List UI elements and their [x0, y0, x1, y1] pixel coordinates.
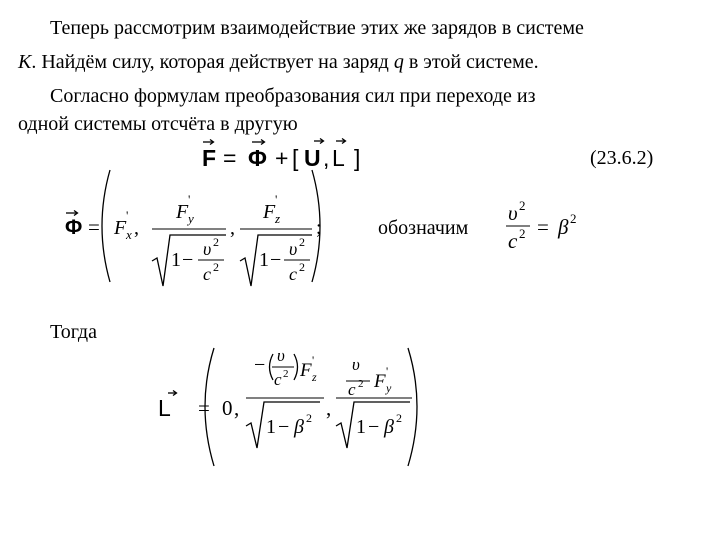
paragraph-1-text-c: в этой системе. [403, 51, 539, 73]
paragraph-1-text: Теперь рассмотрим взаимодействие этих же зарядов в системе [50, 17, 584, 39]
semicolon: ; [316, 217, 322, 239]
phi-vector: Φ [65, 216, 83, 239]
subscript-z: z [312, 370, 317, 384]
exponent-two: 2 [570, 211, 577, 226]
speed-v: υ [508, 201, 518, 225]
force-fz: F [263, 201, 276, 223]
one: 1 [259, 249, 269, 271]
minus-sign: − [278, 416, 290, 438]
plus-sign: + [275, 145, 289, 171]
then-label: Тогда [50, 321, 97, 343]
zero: 0 [222, 396, 233, 420]
equals-sign: = [223, 145, 237, 171]
minus-sign: − [254, 354, 266, 376]
left-bracket: [ [292, 145, 299, 171]
force-f: F [202, 145, 217, 171]
exponent-two: 2 [519, 226, 526, 241]
subscript-z: z [275, 211, 281, 226]
paragraph-2-text-b: одной системы отсчёта в другую [18, 113, 298, 135]
prime-mark: ' [312, 353, 315, 367]
charge-q-symbol: q [393, 51, 404, 73]
paragraph-2-line-2 [18, 112, 298, 136]
one: 1 [171, 249, 181, 271]
speed-v: υ [352, 355, 360, 374]
comma: , [326, 396, 332, 420]
equals-sign: = [198, 396, 210, 420]
equation-number: (23.6.2) [590, 147, 654, 169]
beta-symbol: β [384, 416, 394, 438]
prime-mark: ' [275, 192, 278, 207]
beta-symbol: β [558, 215, 569, 239]
light-speed-c: c [203, 264, 211, 284]
light-speed-c: c [508, 229, 518, 253]
subscript-y: y [386, 381, 392, 395]
exponent-two: 2 [299, 235, 305, 249]
one: 1 [266, 416, 276, 438]
l-vector-formula [150, 340, 450, 480]
phi-vector: Φ [248, 145, 267, 171]
force-fz: F [300, 360, 312, 381]
comma: , [234, 396, 240, 420]
force-fx: F [114, 217, 127, 239]
paragraph-2-text: Согласно формулам преобразования сил при переходе из [50, 85, 536, 107]
comma: , [134, 217, 139, 239]
velocity-u: U [304, 145, 321, 171]
phi-definition-formula [58, 162, 358, 297]
exponent-two: 2 [283, 368, 289, 380]
paragraph-1-line-1 [50, 16, 584, 40]
equals-sign: = [537, 215, 549, 239]
denote-label: обозначим [378, 217, 469, 239]
prime-mark: ' [126, 208, 129, 223]
light-speed-c: c [348, 380, 356, 399]
paragraph-1-line-2 [18, 50, 539, 74]
speed-v: υ [289, 239, 298, 259]
exponent-two: 2 [358, 378, 364, 390]
paragraph-1-text-b: . Найдём силу, которая действует на заряд [31, 51, 394, 73]
exponent-two: 2 [306, 411, 312, 425]
force-fy: F [374, 371, 386, 392]
exponent-two: 2 [519, 198, 526, 213]
exponent-two: 2 [396, 411, 402, 425]
minus-sign: − [368, 416, 380, 438]
speed-v: υ [203, 239, 212, 259]
prime-mark: ' [188, 192, 191, 207]
exponent-two: 2 [213, 260, 219, 274]
comma: , [323, 145, 330, 171]
subscript-y: y [188, 211, 194, 226]
light-speed-c: c [289, 264, 297, 284]
system-k-symbol: K [18, 51, 32, 73]
prime-mark: ' [386, 364, 389, 378]
vector-l: L [158, 395, 171, 421]
paragraph-2-line-1 [50, 84, 535, 108]
exponent-two: 2 [299, 260, 305, 274]
equals-sign: = [88, 215, 100, 239]
beta-definition-formula [500, 190, 600, 265]
subscript-x: x [126, 227, 132, 242]
beta-symbol: β [294, 416, 304, 438]
speed-v: υ [277, 346, 285, 365]
vector-l: L [332, 145, 345, 171]
minus-sign: − [182, 249, 194, 271]
right-bracket: ] [354, 145, 361, 171]
minus-sign: − [270, 249, 282, 271]
exponent-two: 2 [213, 235, 219, 249]
one: 1 [356, 416, 366, 438]
force-fy: F [176, 201, 189, 223]
light-speed-c: c [274, 370, 282, 389]
comma: , [230, 217, 235, 239]
